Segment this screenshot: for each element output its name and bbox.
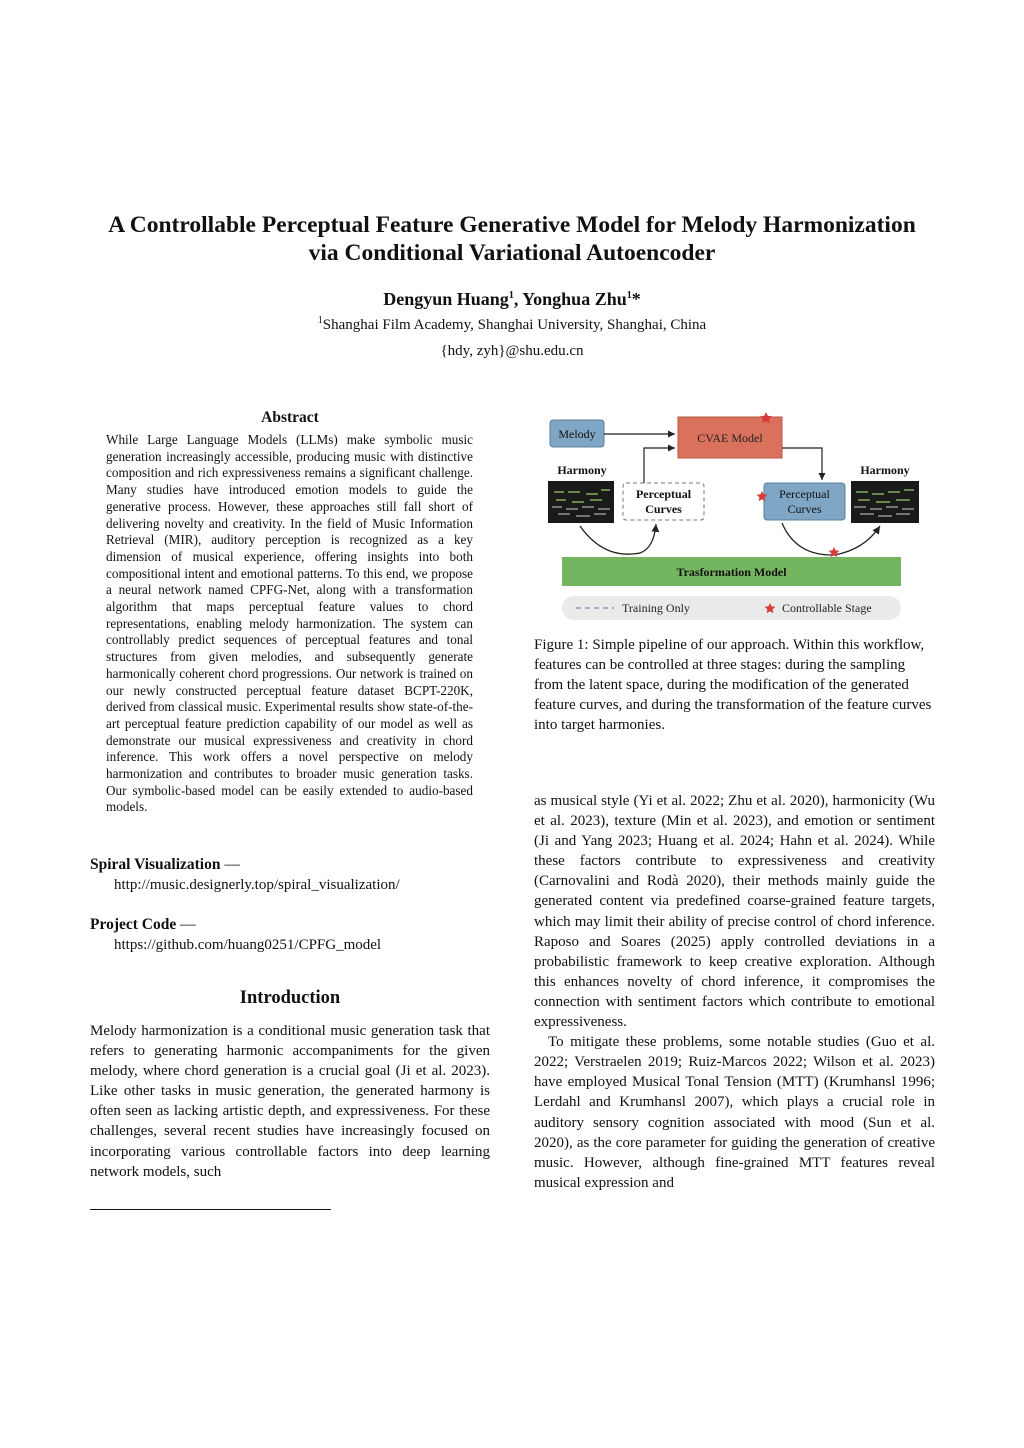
project-code-link[interactable]: https://github.com/huang0251/CPFG_model	[114, 937, 382, 953]
author-separator: ,	[513, 289, 523, 309]
harmony-right-pianoroll	[851, 481, 919, 523]
author-list	[80, 289, 944, 310]
author-2-affil-mark: 1	[626, 290, 632, 301]
figure-1-caption: Figure 1: Simple pipeline of our approach. Within this workflow, features can be controlled at three stages: during the sampling from the latent space, during the modification of the generated feature curves, and during the transformation of the feature curves into target harmonies.	[534, 637, 932, 734]
harmony-left-pianoroll	[548, 481, 614, 523]
spiral-label-text: Spiral Visualization	[90, 856, 221, 873]
abstract-text: While Large Language Models (LLMs) make symbolic music generation increasingly accessible, producing music with distinctive composition and rich expressiveness remains a significant challenge. Many studies have introduced emotion models to guide the generative process. However, these approaches still fall short of delivering novelty and creativity. In the field of Music Information Retrieval (MIR), auditory perception is recognized as a key dimension of musical experience, offering insights into both compositional intent and emotional patterns. To this end, we propose a neural network named CPFG-Net, along with a transformation algorithm that maps perceptual feature values to chord representations, enabling melody harmonization. The system can controllably predict sequences of perceptual features and tonal structures from given melodies, and subsequently generate harmonically coherent chord progressions. Our network is trained on our newly constructed perceptual feature dataset BCPT-220K, derived from classical music. Experimental results show state-of-the-art perceptual feature prediction capability of our model as well as demonstrate our musical expressiveness and creativity in chord inference. This work offers a novel perspective on melody harmonization and contributes to broader music generation tasks. Our symbolic-based model can be easily extended to audio-based models.	[106, 432, 473, 815]
arrow-harmony-to-perceptual	[580, 524, 656, 554]
intro-right-paragraph-1: as musical style (Yi et al. 2022; Zhu et al. 2020), harmonicity (Wu et al. 2023), texture (Min et al. 2023), and emotion or sentiment (Ji and Yang 2023; Huang et al. 2024; Hahn et al. 2024). While these factors contribute to expressiveness and creativity (Carnovalini and Rodà 2020), their methods mainly guide the generated content via predefined coarse-grained feature targets, which may limit their ability of precise control of chord inference. Raposo and Soares (2025) apply controlled deviations in a probabilistic framework to keep creative exploration. Although this enhances novelty of chord inference, it compromises the connection with sentiment factors which contribute to emotional expressiveness.	[534, 793, 935, 1031]
arrow-perceptual-to-cvae	[644, 448, 675, 483]
author-1-affil-mark: 1	[508, 290, 514, 301]
spiral-label-dash: —	[220, 856, 240, 873]
spiral-visualization-link[interactable]: http://music.designerly.top/spiral_visualization/	[114, 877, 400, 893]
title-line-2: via Conditional Variational Autoencoder	[308, 240, 716, 266]
introduction-left-column: Melody harmonization is a conditional music generation task that refers to generating harmonic accompaniments for the given melody, where chord generation is a crucial goal (Ji et al. 2023). Like other tasks in music generation, the generated harmony is often seen as lacking artistic depth, and expressiveness. For these challenges, several recent studies have increasingly focused on incorporating various controllable factors into deep learning network models, such	[90, 1023, 490, 1180]
code-label-dash: —	[176, 916, 196, 933]
perceptual-left-line-2: Curves	[645, 502, 682, 516]
perceptual-right-line-1: Perceptual	[779, 487, 830, 501]
figure-1-pipeline-diagram	[544, 410, 924, 626]
introduction-heading: Introduction	[239, 988, 341, 1008]
harmony-right-label: Harmony	[860, 463, 910, 477]
paper-title	[80, 211, 944, 267]
arrow-cvae-to-perceptual	[782, 448, 822, 480]
author-2-name: Yonghua Zhu	[522, 289, 627, 309]
spiral-visualization-label	[90, 856, 240, 874]
cvae-model-label: CVAE Model	[697, 431, 763, 445]
harmony-left-label: Harmony	[557, 463, 607, 477]
author-email: {hdy, zyh}@shu.edu.cn	[440, 343, 584, 359]
transformation-model-label: Trasformation Model	[676, 565, 787, 579]
affiliation	[80, 317, 944, 334]
footnote-rule	[90, 1209, 331, 1210]
introduction-right-column	[534, 791, 935, 1193]
melody-label: Melody	[558, 427, 596, 441]
legend-controllable-stage: Controllable Stage	[782, 601, 872, 615]
perceptual-left-line-1: Perceptual	[635, 487, 692, 501]
code-label-text: Project Code	[90, 916, 177, 933]
intro-right-paragraph-2: To mitigate these problems, some notable studies (Guo et al. 2022; Verstraelen 2019; Ruiz-Marcos 2022; Wilson et al. 2023) have employed Musical Tonal Tension (MTT) (Krumhansl 1996; Lerdahl and Krumhansl 2007), which plays a crucial role in auditory sensory cognition associated with mood (Sun et al. 2020), as the core parameter for guiding the generation of creative music. However, although fine-grained MTT features reveal musical expression and	[534, 1034, 935, 1191]
perceptual-right-line-2: Curves	[787, 502, 822, 516]
legend-training-only: Training Only	[622, 601, 690, 615]
abstract-heading: Abstract	[261, 409, 319, 426]
affiliation-text: Shanghai Film Academy, Shanghai University, Shanghai, China	[322, 317, 707, 333]
project-code-label	[90, 916, 196, 934]
corresponding-mark: *	[631, 289, 641, 309]
affiliation-mark: 1	[317, 315, 323, 326]
arrow-perceptual-to-harmony	[782, 523, 880, 555]
title-line-1: A Controllable Perceptual Feature Generative Model for Melody Harmonization	[108, 212, 916, 238]
author-1-name: Dengyun Huang	[383, 289, 509, 309]
